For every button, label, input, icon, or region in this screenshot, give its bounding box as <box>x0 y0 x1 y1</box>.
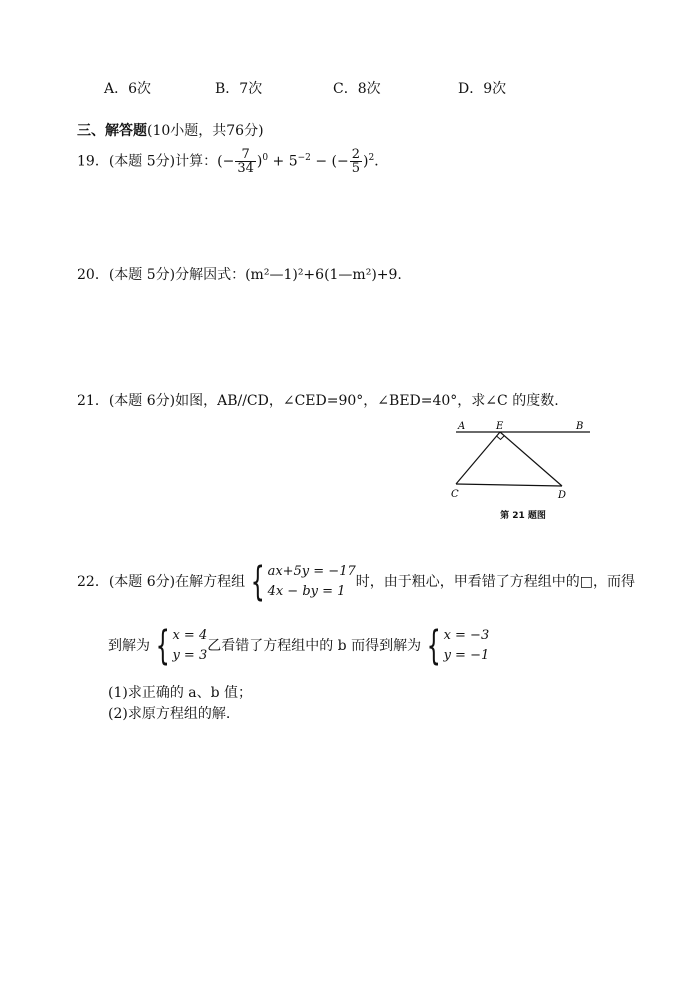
q19-frac2-den: 5 <box>351 161 360 177</box>
q22-after2: ，而得 <box>592 574 635 590</box>
q22-line2-start: 到解为 <box>108 638 150 654</box>
geometry-diagram <box>448 418 598 508</box>
q19-number: 19． <box>77 153 109 170</box>
q19-exp0: 0 <box>262 153 269 163</box>
q22-part-2: (2)求原方程组的解. <box>108 706 231 722</box>
choice-a: A．6次 <box>104 81 152 97</box>
choice-c: C．8次 <box>333 81 381 97</box>
q19-exp-neg2: −2 <box>297 153 311 163</box>
question-20: 20．(本题 5分)分解因式：(m²—1)²+6(1—m²)+9. <box>77 267 402 283</box>
label-c: C <box>451 489 459 500</box>
q19-close: ) <box>363 153 369 170</box>
right-angle-mark <box>497 436 505 440</box>
left-brace: { <box>426 623 441 669</box>
q22-sol1-y: y = 3 <box>172 648 208 663</box>
label-e: E <box>496 421 504 432</box>
left-brace: { <box>155 623 170 669</box>
q22-after: 时，由于粗心，甲看错了方程组中的 <box>355 574 580 590</box>
q19-frac1-den: 34 <box>237 161 254 177</box>
line-cd <box>456 484 562 486</box>
q19-frac1-num: 7 <box>235 148 256 163</box>
q22-line2-mid: 乙看错了方程组中的 b 而得到解为 <box>207 638 422 654</box>
section-heading <box>77 120 264 140</box>
q22-system <box>245 559 356 605</box>
q22-sol2-y: y = −1 <box>443 648 490 663</box>
choice-d: D．9次 <box>458 81 507 97</box>
q19-fraction-1 <box>235 148 256 176</box>
q22-sol2-x: x = −3 <box>443 628 490 643</box>
left-brace: { <box>250 559 265 605</box>
q19-points: (本题 5分)计算： <box>108 153 218 170</box>
q22-solution-1 <box>150 623 208 669</box>
q22-eq2: 4x − by = 1 <box>267 584 346 599</box>
q22-part-1: (1)求正确的 a、b 值； <box>108 685 253 701</box>
question-19: 19．(本题 5分)计算：(− $\frac{7}{34}$ )$^0 + 5^{-2}$ − (− $\frac{2}{5}$ )$^2$． <box>77 146 389 177</box>
q22-sol1-x: x = 4 <box>172 628 208 643</box>
q22-eq1: ax+5y = −17 <box>267 564 356 579</box>
figure-caption: 第 21 题图 <box>500 511 546 521</box>
q22-box: □ <box>579 574 593 590</box>
q19-end: ． <box>374 153 389 170</box>
q19-minus-open: − (− <box>315 153 349 170</box>
section-heading-prefix: 三、解答题 <box>77 123 147 139</box>
q19-frac2-num: 2 <box>351 146 360 162</box>
label-d: D <box>558 490 567 501</box>
section-heading-note: (10小题，共76分) <box>147 123 264 139</box>
label-b: B <box>576 421 584 432</box>
q19-open: (− <box>217 153 235 170</box>
question-21: 21．(本题 6分)如图，AB//CD，∠CED=90°，∠BED=40°，求∠C 的度数. <box>77 393 559 409</box>
figure-21 <box>448 418 598 526</box>
question-22-line-2 <box>108 624 489 668</box>
q19-exp2: 2 <box>368 153 375 163</box>
label-a: A <box>458 421 466 432</box>
q19-mid: + 5 <box>272 153 298 170</box>
q22-solution-2 <box>421 623 490 669</box>
q19-fraction-2 <box>350 148 362 176</box>
q22-intro: 22．(本题 6分)在解方程组 <box>77 574 246 590</box>
segment-ed <box>500 432 562 486</box>
segment-ec <box>456 432 500 484</box>
question-22-line-1 <box>77 560 635 604</box>
choice-b: B．7次 <box>215 81 263 97</box>
